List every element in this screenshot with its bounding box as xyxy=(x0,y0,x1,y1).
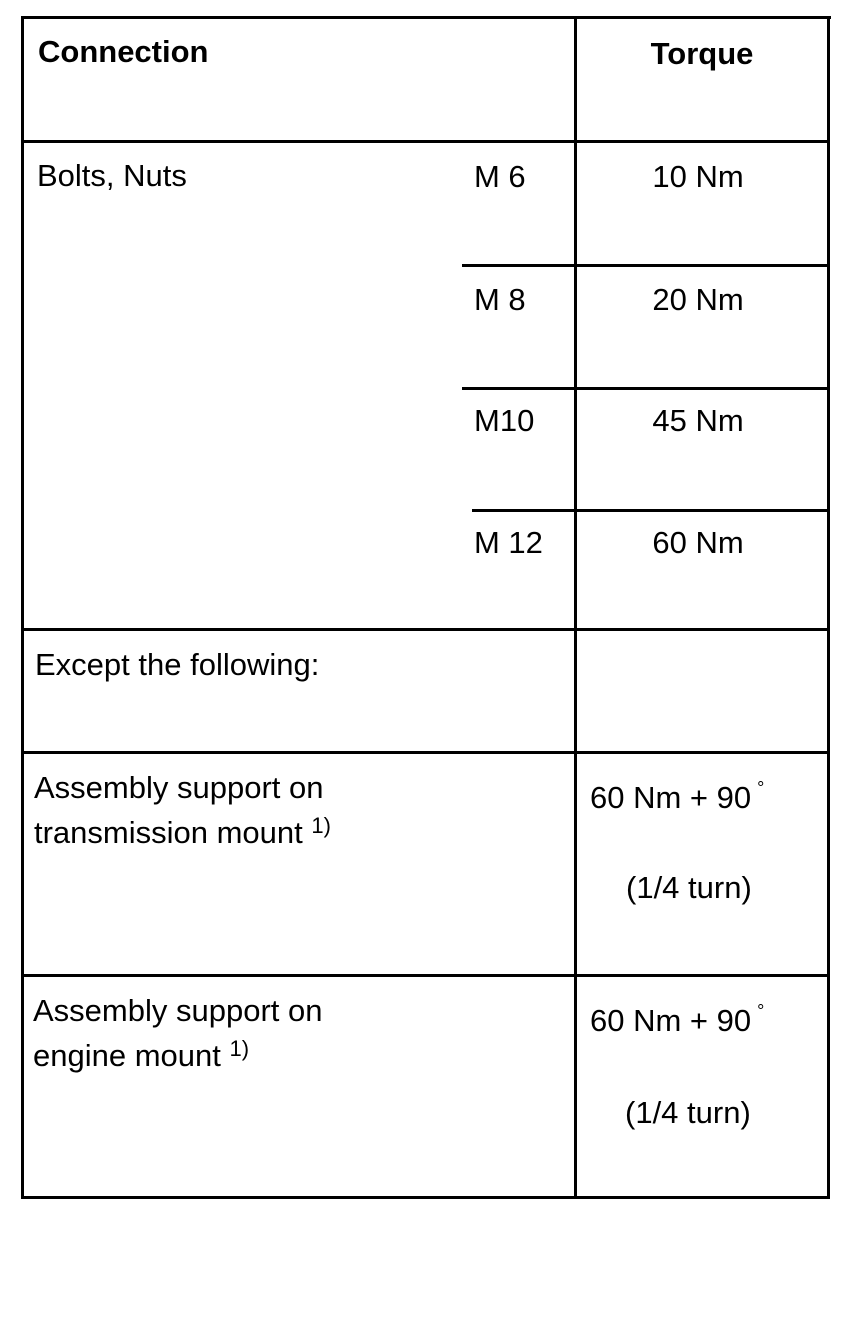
transmission-torque xyxy=(590,780,764,816)
header-connection: Connection xyxy=(38,34,209,69)
size-m10: M10 xyxy=(474,403,535,438)
engine-turn: (1/4 turn) xyxy=(625,1095,751,1130)
engine-torque xyxy=(590,1003,764,1039)
footnote-marker: 1) xyxy=(311,813,331,838)
transmission-label-line1: Assembly support on xyxy=(34,770,324,805)
table-border-left xyxy=(21,16,24,1199)
table-border-bottom xyxy=(21,1196,830,1199)
row-divider-except xyxy=(22,751,829,754)
transmission-label-text: transmission mount xyxy=(34,815,303,850)
torque-m10: 45 Nm xyxy=(652,403,744,438)
footnote-marker: 1) xyxy=(229,1036,250,1061)
transmission-torque-value: 60 Nm + 90 xyxy=(590,780,752,815)
engine-label-line2 xyxy=(33,1038,249,1074)
row-divider-transmission xyxy=(22,974,829,977)
row-divider-bolts xyxy=(22,628,829,631)
size-divider-3 xyxy=(472,509,829,512)
engine-label-text: engine mount xyxy=(33,1038,221,1073)
bolts-nuts-label: Bolts, Nuts xyxy=(37,158,187,193)
torque-m12: 60 Nm xyxy=(652,525,744,560)
header-torque: Torque xyxy=(650,36,754,71)
degree-sign: ° xyxy=(757,1001,765,1021)
size-m12: M 12 xyxy=(474,525,543,560)
transmission-turn: (1/4 turn) xyxy=(626,870,752,905)
header-divider xyxy=(22,140,829,143)
except-label: Except the following: xyxy=(35,647,320,682)
size-divider-2 xyxy=(462,387,829,390)
torque-m8: 20 Nm xyxy=(652,282,744,317)
table-border-right xyxy=(827,16,830,1199)
size-m8: M 8 xyxy=(474,282,526,317)
torque-m6: 10 Nm xyxy=(652,159,744,194)
size-divider-1 xyxy=(462,264,829,267)
size-m6: M 6 xyxy=(474,159,526,194)
table-border-top xyxy=(22,16,831,19)
engine-torque-value: 60 Nm + 90 xyxy=(590,1003,752,1038)
transmission-label-line2 xyxy=(34,815,331,851)
engine-label-line1: Assembly support on xyxy=(33,993,323,1028)
degree-sign: ° xyxy=(757,778,765,798)
